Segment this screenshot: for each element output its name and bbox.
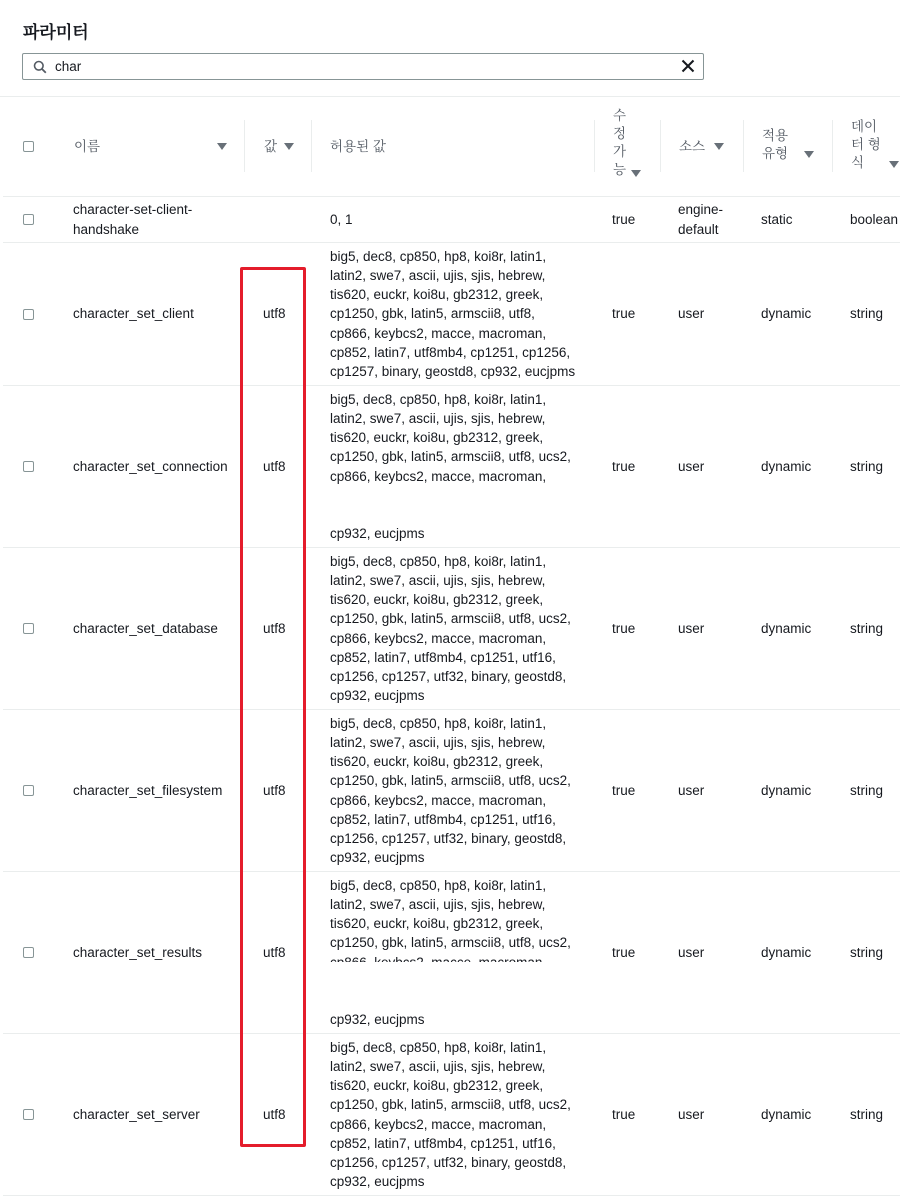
- data-type-cell: [850, 872, 900, 1033]
- modifiable-cell: [612, 386, 658, 547]
- col-separator: [660, 120, 661, 172]
- col-label: 이름: [74, 138, 101, 154]
- allowed-values-line: big5, dec8, cp850, hp8, koi8r, latin1,: [330, 1039, 547, 1055]
- source-cell: [678, 548, 740, 709]
- allowed-values-line: tis620, euckr, koi8u, gb2312, greek,: [330, 287, 544, 303]
- select-all-checkbox[interactable]: [23, 141, 34, 152]
- allowed-values-line: tis620, euckr, koi8u, gb2312, greek,: [330, 430, 544, 446]
- modifiable-value: true: [612, 1106, 636, 1122]
- page-title: 파라미터: [23, 23, 89, 42]
- modifiable-cell: [612, 548, 658, 709]
- allowed-values-line: cp1256, cp1257, utf32, binary, geostd8,: [330, 668, 567, 684]
- parameter-name: character_set_client: [73, 306, 194, 322]
- data-type-cell: [850, 386, 900, 547]
- source-value: engine-: [678, 202, 724, 218]
- parameter-value: utf8: [263, 1106, 286, 1122]
- search-input[interactable]: [55, 56, 655, 77]
- apply-type-cell: [761, 243, 829, 385]
- modifiable-value: true: [612, 211, 636, 227]
- allowed-values-line: cp866, keybcs2, macce, macroman,: [330, 792, 547, 808]
- apply-type-value: static: [761, 211, 793, 227]
- source-value: user: [678, 944, 705, 960]
- apply-type-value: dynamic: [761, 944, 812, 960]
- search-box[interactable]: [22, 53, 704, 80]
- col-label: 정: [613, 126, 627, 141]
- parameter-value: utf8: [263, 944, 286, 960]
- col-header-data-type[interactable]: [851, 97, 900, 196]
- col-header-name[interactable]: [74, 97, 234, 196]
- row-checkbox[interactable]: [23, 214, 34, 225]
- sort-down-icon[interactable]: [284, 143, 294, 150]
- parameter-name-cell: [73, 197, 243, 242]
- parameter-value-cell: [263, 197, 309, 242]
- allowed-values-line: big5, dec8, cp850, hp8, koi8r, latin1,: [330, 248, 547, 264]
- data-type-value: string: [850, 620, 884, 636]
- allowed-values-line: cp932, eucjpms: [330, 526, 425, 542]
- data-type-cell: [850, 548, 900, 709]
- source-cell: [678, 872, 740, 1033]
- allowed-values-line: cp866, keybcs2, macce, macroman,: [330, 1116, 547, 1132]
- allowed-values-line: cp852, latin7, utf8mb4, cp1251, utf16,: [330, 649, 556, 665]
- col-label: 가: [613, 144, 627, 159]
- allowed-values-line: latin2, swe7, ascii, ujis, sjis, hebrew,: [330, 572, 546, 588]
- allowed-values-line: latin2, swe7, ascii, ujis, sjis, hebrew,: [330, 410, 546, 426]
- data-type-cell: [850, 1034, 900, 1195]
- parameter-value: utf8: [263, 458, 286, 474]
- allowed-values-line: [330, 991, 571, 1010]
- parameter-value: utf8: [263, 306, 286, 322]
- col-label: 허용된 값: [330, 138, 386, 154]
- allowed-values-line: cp932, eucjpms: [330, 1174, 425, 1190]
- allowed-values-line: cp1250, gbk, latin5, armscii8, utf8, ucs2,: [330, 773, 571, 789]
- col-label: 데이: [851, 119, 878, 134]
- table-header: [3, 97, 900, 197]
- row-select-cell: [23, 1034, 37, 1195]
- modifiable-value: true: [612, 782, 636, 798]
- parameter-name: character_set_server: [73, 1106, 200, 1122]
- parameters-table: [3, 97, 900, 1196]
- allowed-values-line: cp932, eucjpms: [330, 850, 425, 866]
- sort-down-icon[interactable]: [804, 151, 814, 158]
- data-type-value: string: [850, 458, 884, 474]
- allowed-values-line: tis620, euckr, koi8u, gb2312, greek,: [330, 754, 544, 770]
- allowed-values-line: tis620, euckr, koi8u, gb2312, greek,: [330, 1078, 544, 1094]
- allowed-values-cell: [330, 243, 592, 385]
- allowed-values-cell: [330, 386, 592, 547]
- col-separator: [832, 120, 833, 172]
- source-value: user: [678, 620, 705, 636]
- row-checkbox[interactable]: [23, 309, 34, 320]
- col-separator: [743, 120, 744, 172]
- parameter-name: character_set_database: [73, 620, 218, 636]
- col-header-modifiable[interactable]: [613, 97, 653, 196]
- parameter-name: character-set-client-: [73, 202, 193, 218]
- allowed-values-line: latin2, swe7, ascii, ujis, sjis, hebrew,: [330, 267, 546, 283]
- modifiable-value: true: [612, 944, 636, 960]
- parameter-name-cell: [73, 710, 243, 871]
- source-value: user: [678, 306, 705, 322]
- apply-type-cell: [761, 1034, 829, 1195]
- apply-type-cell: [761, 548, 829, 709]
- parameter-name: character_set_results: [73, 944, 203, 960]
- allowed-values-line: big5, dec8, cp850, hp8, koi8r, latin1,: [330, 391, 547, 407]
- allowed-values-line: cp866, keybcs2, macce, macroman,: [330, 325, 547, 341]
- parameter-name-cell: [73, 386, 243, 547]
- modifiable-cell: [612, 197, 658, 242]
- allowed-values-line: cp1256, cp1257, utf32, binary, geostd8,: [330, 1154, 567, 1170]
- table-row[interactable]: [3, 386, 900, 548]
- source-cell: [678, 1034, 740, 1195]
- allowed-values-line: cp1257, binary, geostd8, cp932, eucjpms: [330, 364, 576, 379]
- col-label: 수: [613, 108, 627, 123]
- row-checkbox[interactable]: [23, 461, 34, 472]
- table-row[interactable]: [3, 548, 900, 710]
- sort-down-icon[interactable]: [217, 143, 227, 150]
- modifiable-cell: [612, 872, 658, 1033]
- allowed-values-line: cp866, keybcs2, macce, macroman,: [330, 468, 547, 484]
- row-checkbox[interactable]: [23, 1109, 34, 1120]
- source-value: user: [678, 458, 705, 474]
- allowed-values-line: tis620, euckr, koi8u, gb2312, greek,: [330, 916, 544, 932]
- table-row[interactable]: [3, 710, 900, 872]
- col-label: 소스: [679, 138, 706, 154]
- modifiable-cell: [612, 1034, 658, 1195]
- allowed-values-line: big5, dec8, cp850, hp8, koi8r, latin1,: [330, 877, 547, 893]
- parameter-name: character_set_connection: [73, 458, 228, 474]
- allowed-values-line: cp1250, gbk, latin5, armscii8, utf8, ucs2,: [330, 1097, 571, 1113]
- col-label: 터 형: [851, 137, 881, 152]
- allowed-values-line: cp1250, gbk, latin5, armscii8, utf8, ucs2,: [330, 935, 571, 951]
- source-value: user: [678, 782, 705, 798]
- table-row[interactable]: [3, 197, 900, 243]
- source-cell: [678, 710, 740, 871]
- col-label: 식: [851, 155, 865, 170]
- row-select-cell: [23, 386, 37, 547]
- apply-type-cell: [761, 197, 829, 242]
- apply-type-value: dynamic: [761, 620, 812, 636]
- parameter-name-cell: [73, 872, 243, 1033]
- search-icon: [33, 60, 47, 77]
- allowed-values-line: cp866, keybcs2, macce, macroman,: [330, 630, 547, 646]
- allowed-values-line: latin2, swe7, ascii, ujis, sjis, hebrew,: [330, 734, 546, 750]
- col-separator: [594, 120, 595, 172]
- source-value: user: [678, 1106, 705, 1122]
- source-cell: [678, 386, 740, 547]
- close-icon[interactable]: [681, 59, 695, 76]
- apply-type-value: dynamic: [761, 458, 812, 474]
- allowed-values-line: cp932, eucjpms: [330, 1012, 425, 1028]
- row-select-cell: [23, 243, 37, 385]
- allowed-values-line: cp1256, cp1257, utf32, binary, geostd8,: [330, 830, 567, 846]
- modifiable-value: true: [612, 620, 636, 636]
- row-checkbox[interactable]: [23, 947, 34, 958]
- allowed-values-line: latin2, swe7, ascii, ujis, sjis, hebrew,: [330, 1058, 546, 1074]
- allowed-values-cell: [330, 710, 592, 871]
- row-checkbox[interactable]: [23, 623, 34, 634]
- parameter-value: utf8: [263, 782, 286, 798]
- apply-type-cell: [761, 710, 829, 871]
- allowed-values-line: cp1250, gbk, latin5, armscii8, utf8,: [330, 306, 535, 322]
- data-type-cell: [850, 197, 900, 242]
- apply-type-value: dynamic: [761, 782, 812, 798]
- table-row[interactable]: [3, 1034, 900, 1196]
- data-type-value: string: [850, 782, 884, 798]
- modifiable-cell: [612, 710, 658, 871]
- data-type-value: string: [850, 1106, 884, 1122]
- allowed-values-line: cp1250, gbk, latin5, armscii8, utf8, ucs2,: [330, 449, 571, 465]
- col-label: 유형: [762, 146, 789, 161]
- allowed-values-line: cp852, latin7, utf8mb4, cp1251, utf16,: [330, 811, 556, 827]
- allowed-values-line: big5, dec8, cp850, hp8, koi8r, latin1,: [330, 715, 547, 731]
- allowed-values-line: cp852, latin7, utf8mb4, cp1251, utf16,: [330, 1135, 556, 1151]
- data-type-cell: [850, 710, 900, 871]
- apply-type-value: dynamic: [761, 1106, 812, 1122]
- source-cell: [678, 243, 740, 385]
- col-label: 값: [264, 138, 278, 154]
- parameter-name-cell: [73, 243, 243, 385]
- sort-down-icon[interactable]: [631, 170, 641, 177]
- allowed-values-cell: [330, 1034, 592, 1195]
- data-type-value: boolean: [850, 211, 899, 227]
- allowed-values-line: cp852, latin7, utf8mb4, cp1251, cp1256,: [330, 344, 571, 360]
- data-type-value: string: [850, 306, 884, 322]
- data-type-cell: [850, 243, 900, 385]
- row-select-cell: [23, 197, 37, 242]
- sort-down-icon[interactable]: [714, 143, 724, 150]
- allowed-values-cell: [330, 548, 592, 709]
- allowed-values-line: tis620, euckr, koi8u, gb2312, greek,: [330, 592, 544, 608]
- row-checkbox[interactable]: [23, 785, 34, 796]
- col-label: 적용: [762, 128, 789, 143]
- col-header-allowed: [330, 97, 530, 196]
- table-body: [3, 197, 900, 1196]
- apply-type-cell: [761, 872, 829, 1033]
- source-value: default: [678, 221, 719, 237]
- col-header-value[interactable]: [264, 97, 304, 196]
- table-row[interactable]: [3, 872, 900, 1034]
- allowed-values-line: cp932, eucjpms: [330, 688, 425, 704]
- apply-type-cell: [761, 386, 829, 547]
- table-row[interactable]: [3, 243, 900, 386]
- allowed-values-line: latin2, swe7, ascii, ujis, sjis, hebrew,: [330, 896, 546, 912]
- allowed-values-line: 0, 1: [330, 211, 353, 227]
- allowed-values-cell: [330, 197, 592, 242]
- modifiable-value: true: [612, 458, 636, 474]
- col-header-source[interactable]: [679, 97, 739, 196]
- col-separator: [311, 120, 312, 172]
- row-select-cell: [23, 710, 37, 871]
- parameter-value: utf8: [263, 620, 286, 636]
- sort-down-icon[interactable]: [889, 161, 899, 168]
- parameter-name: handshake: [73, 221, 140, 237]
- row-select-cell: [23, 548, 37, 709]
- row-select-cell: [23, 872, 37, 1033]
- parameter-name: character_set_filesystem: [73, 782, 223, 798]
- value-column-highlight-box: [240, 267, 306, 1147]
- col-header-apply-type[interactable]: [762, 97, 822, 196]
- col-separator: [244, 120, 245, 172]
- parameter-name-cell: [73, 1034, 243, 1195]
- data-type-value: string: [850, 944, 884, 960]
- select-all-cell: [23, 97, 37, 196]
- allowed-values-cell: [330, 872, 592, 1033]
- allowed-values-line: big5, dec8, cp850, hp8, koi8r, latin1,: [330, 553, 547, 569]
- apply-type-value: dynamic: [761, 306, 812, 322]
- col-label: 능: [613, 162, 627, 177]
- parameter-name-cell: [73, 548, 243, 709]
- modifiable-cell: [612, 243, 658, 385]
- allowed-values-line: cp1250, gbk, latin5, armscii8, utf8, ucs2,: [330, 611, 571, 627]
- source-cell: [678, 197, 740, 242]
- modifiable-value: true: [612, 306, 636, 322]
